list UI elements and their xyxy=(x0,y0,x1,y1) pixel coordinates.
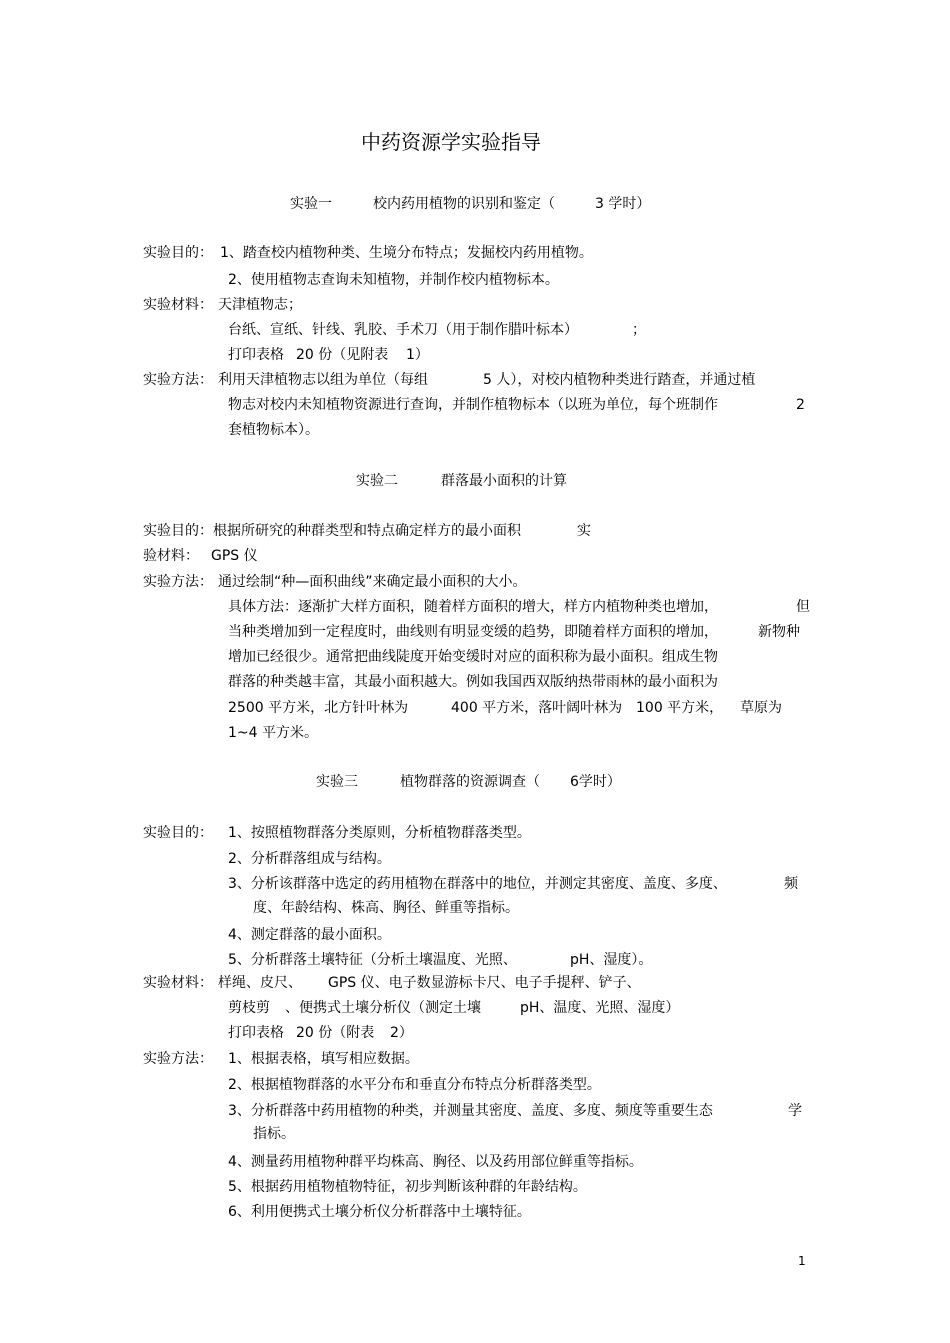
exp1-method-line-1-cont: 5 人），对校内植物种类进行踏查，并通过植 xyxy=(483,372,756,388)
exp1-heading-number: 实验一 xyxy=(290,196,332,212)
exp2-purpose-line: 实验目的：根据所研究的种群类型和特点确定样方的最小面积 xyxy=(143,523,521,539)
exp3-purpose-item-3: 3、分析该群落中选定的药用植物在群落中的地位，并测定其密度、盖度、多度、 xyxy=(228,876,727,892)
exp3-heading-number: 实验三 xyxy=(316,774,358,790)
exp3-purpose-item-1: 1、按照植物群落分类原则，分析植物群落类型。 xyxy=(228,825,531,841)
exp1-method-line-3: 套植物标本）。 xyxy=(228,422,319,438)
exp3-method-item-4: 4、测量药用植物种群平均株高、胸径、以及药用部位鲜重等指标。 xyxy=(228,1154,643,1170)
exp3-materials-line-1: 样绳、皮尺、 xyxy=(218,975,302,991)
exp2-heading-number: 实验二 xyxy=(356,473,398,489)
exp3-method-item-6: 6、利用便携式土壤分析仪分析群落中土壤特征。 xyxy=(228,1204,531,1220)
exp3-materials-line-2-b: 、便携式土壤分析仪（测定土壤 xyxy=(285,1000,481,1016)
exp3-materials-line-3-end: 2） xyxy=(390,1025,413,1041)
exp1-materials-line-3-end: 1） xyxy=(406,347,429,363)
exp3-method-item-5: 5、根据药用植物植物特征，初步判断该种群的年龄结构。 xyxy=(228,1179,587,1195)
exp2-materials-value: GPS 仪 xyxy=(211,548,258,564)
exp3-method-item-1: 1、根据表格，填写相应数据。 xyxy=(228,1051,419,1067)
exp1-materials-line-2: 台纸、宣纸、针线、乳胶、手术刀（用于制作腊叶标本） xyxy=(228,322,578,338)
exp1-materials-line-3-count: 20 份（见附表 xyxy=(296,347,389,363)
exp3-heading-title: 植物群落的资源调查（ xyxy=(400,774,540,790)
exp2-detail-line-2-end: 新物种 xyxy=(758,624,800,640)
page-number: 1 xyxy=(798,1254,806,1268)
exp3-materials-line-1-b: GPS 仪、电子数显游标卡尺、电子手提秤、铲子、 xyxy=(328,975,641,991)
exp2-heading-title: 群落最小面积的计算 xyxy=(441,473,567,489)
exp3-materials-label: 实验材料： xyxy=(143,975,213,991)
exp2-materials-label: 验材料： xyxy=(143,548,199,564)
exp1-materials-line-2-end: ； xyxy=(632,322,646,338)
exp3-method-item-3-cont: 指标。 xyxy=(253,1126,295,1142)
exp3-purpose-item-3-cont: 度、年龄结构、株高、胸径、鲜重等指标。 xyxy=(253,900,519,916)
exp3-purpose-item-3-end: 频 xyxy=(784,876,798,892)
exp2-detail-line-3: 增加已经很少。通常把曲线陡度开始变缓时对应的面积称为最小面积。组成生物 xyxy=(228,649,718,665)
exp2-purpose-tail: 实 xyxy=(577,523,591,539)
exp3-materials-line-2: 剪枝剪 xyxy=(228,1000,270,1016)
exp2-detail-line-5-d: 草原为 xyxy=(740,700,782,716)
exp1-materials-line-1: 天津植物志； xyxy=(218,297,302,313)
exp2-method-line-1: 通过绘制“种—面积曲线”来确定最小面积的大小。 xyxy=(218,574,527,590)
exp3-method-item-2: 2、根据植物群落的水平分布和垂直分布特点分析群落类型。 xyxy=(228,1077,601,1093)
exp2-detail-line-1-end: 但 xyxy=(796,599,810,615)
exp3-purpose-label: 实验目的： xyxy=(143,825,213,841)
exp1-purpose-label: 实验目的： xyxy=(143,245,213,261)
exp1-materials-line-3: 打印表格 xyxy=(228,347,284,363)
exp3-materials-line-2-c: pH、温度、光照、湿度） xyxy=(520,1000,680,1016)
exp3-purpose-item-5-end: pH、湿度）。 xyxy=(570,952,653,968)
exp2-detail-line-6: 1~4 平方米。 xyxy=(228,725,318,741)
exp3-method-label: 实验方法： xyxy=(143,1051,213,1067)
exp2-detail-line-2: 当种类增加到一定程度时，曲线则有明显变缓的趋势，即随着样方面积的增加， xyxy=(228,624,718,640)
exp3-heading-hours: 6学时） xyxy=(570,774,621,790)
exp1-heading-hours: 3 学时） xyxy=(595,196,651,212)
exp3-materials-line-3-count: 20 份（附表 xyxy=(296,1025,375,1041)
exp3-method-item-3: 3、分析群落中药用植物的种类，并测量其密度、盖度、多度、频度等重要生态 xyxy=(228,1103,713,1119)
document-title: 中药资源学实验指导 xyxy=(361,130,541,154)
exp1-method-line-2: 物志对校内未知植物资源进行查询，并制作植物标本（以班为单位，每个班制作 xyxy=(228,397,718,413)
exp2-method-label: 实验方法： xyxy=(143,574,213,590)
exp2-detail-line-5-c: 100 平方米， xyxy=(636,700,724,716)
exp2-detail-line-5: 2500 平方米，北方针叶林为 xyxy=(228,700,409,716)
exp3-purpose-item-5: 5、分析群落土壤特征（分析土壤温度、光照、 xyxy=(228,952,517,968)
exp2-detail-line-5-b: 400 平方米，落叶阔叶林为 xyxy=(451,700,623,716)
exp2-detail-line-1: 具体方法：逐渐扩大样方面积，随着样方面积的增大，样方内植物种类也增加， xyxy=(228,599,718,615)
exp3-purpose-item-2: 2、分析群落组成与结构。 xyxy=(228,851,391,867)
exp1-method-label: 实验方法： xyxy=(143,372,213,388)
exp1-method-line-2-end: 2 xyxy=(796,397,805,413)
exp1-materials-label: 实验材料： xyxy=(143,297,213,313)
exp1-purpose-item-2: 2、使用植物志查询未知植物，并制作校内植物标本。 xyxy=(228,272,559,288)
exp3-materials-line-3: 打印表格 xyxy=(228,1025,284,1041)
exp2-detail-line-4: 群落的种类越丰富，其最小面积越大。例如我国西双版纳热带雨林的最小面积为 xyxy=(228,674,718,690)
exp3-method-item-3-end: 学 xyxy=(788,1103,802,1119)
exp1-heading-title: 校内药用植物的识别和鉴定（ xyxy=(373,196,555,212)
exp3-purpose-item-4: 4、测定群落的最小面积。 xyxy=(228,927,391,943)
exp1-purpose-item-1: 1、踏查校内植物种类、生境分布特点；发掘校内药用植物。 xyxy=(220,245,593,261)
exp1-method-line-1: 利用天津植物志以组为单位（每组 xyxy=(218,372,428,388)
